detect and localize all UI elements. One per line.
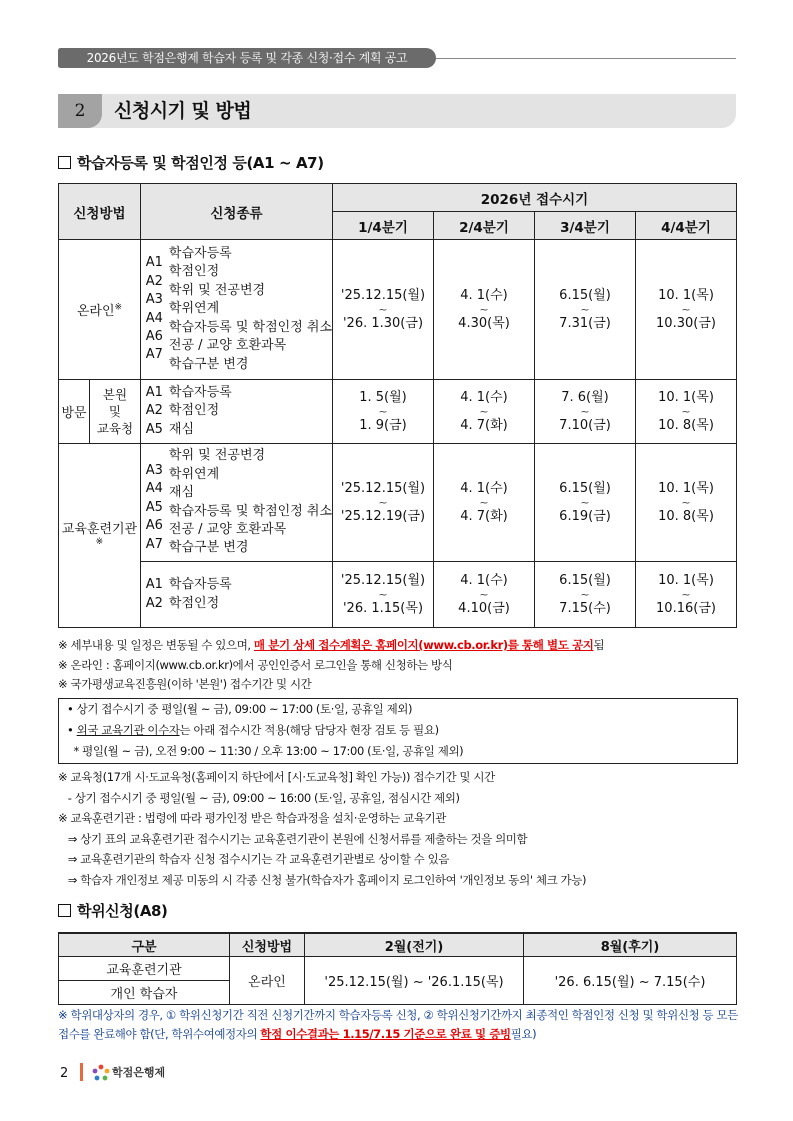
cell-edu-names-1 [165,444,333,562]
th-category: 구분 [59,933,230,957]
notes-block-2 [58,767,586,890]
th-q2: 2/4분기 [434,212,535,240]
cell-date [333,444,434,562]
checkbox-square-icon [58,156,71,169]
date-start: 7. 6(월) [561,389,609,405]
th-aug: 8월(후기) [524,933,737,957]
tilde: ~ [479,495,489,509]
th-period: 2026년 접수시기 [333,184,737,212]
tilde: ~ [681,495,691,509]
online-codes: A1 A2 A3 A4 A6 A7 [145,255,163,363]
th-method: 신청방법 [59,184,141,240]
tilde: ~ [378,302,388,316]
tilde: ~ [479,404,489,418]
date-end: 4. 7(화) [460,417,508,433]
cell-date [333,380,434,444]
cell-date [434,240,535,380]
hours-line-2-text: 는 아래 접수시간 적용(해당 담당자 현장 검토 등 필요) [179,723,439,737]
date-start: '25.12.15(월) [340,287,426,303]
visit-sublabel: 본원 및 교육청 [96,387,134,436]
degree-footnote-highlight: 학점 이수결과는 1.15/7.15 기준으로 완료 및 증빙 [260,1027,511,1041]
date-start: 1. 5(월) [359,389,407,405]
registration-schedule-table [58,183,737,628]
edu-codes-2: A1 A2 [145,577,163,611]
note-arrow-3: ⇒ 학습자 개인정보 제공 미동의 시 각종 신청 불가(학습자가 홈페이지 로그인하여 '개인정보 동의' 체크 가능) [58,872,587,887]
note-arrow-2: ⇒ 교육훈련기관의 학습자 신청 접수시기는 각 교육훈련기관별로 상이할 수 있음 [58,852,449,866]
logo-text: 학점은행제 [112,1066,166,1079]
hours-line-3: * 평일(월 ~ 금), 오전 9:00 ~ 11:30 / 오후 13:00 ~ 17:00 (토·일, 공휴일 제외) [67,744,464,758]
th-q4: 4/4분기 [636,212,737,240]
date-end: 1. 9(금) [359,417,407,433]
date-end: 10. 8(목) [658,417,714,433]
tilde: ~ [681,404,691,418]
credit-bank-logo-icon [92,1064,110,1082]
header-banner: 2026년도 학점은행제 학습자 등록 및 각종 신청·접수 계획 공고 [58,48,436,68]
date-end: 10. 8(목) [658,508,714,524]
note-2: ※ 온라인 : 홈페이지(www.cb.or.kr)에서 공인인증서 로그인을 통해 신청하는 방식 [58,657,453,672]
date-end: 4. 7(화) [460,508,508,524]
date-end: '25.12.19(금) [340,508,426,524]
tilde: ~ [580,587,590,601]
subheading-registration-text: 학습자등록 및 학점인정 등(A1 ~ A7) [77,154,324,172]
date-start: 10. 1(목) [658,572,714,588]
visit-names: 학습자등록 학점인정 재심 [168,384,232,437]
footnote-mark: ※ [95,536,104,547]
edu-names-1: 학위 및 전공변경 학위연계 재심 학습자등록 및 학점인정 취소 전공 / 교양 호환과목 학습구분 변경 [168,448,332,556]
date-start: '25.12.15(월) [340,480,426,496]
cell-date [636,444,737,562]
tilde: ~ [580,495,590,509]
cell-date [535,380,636,444]
date-start: 4. 1(수) [460,287,508,303]
date-start: '25.12.15(월) [340,572,426,588]
date-end: 10.16(금) [656,600,716,616]
visit-codes: A1 A2 A5 [145,384,163,437]
section-number: 2 [58,94,102,128]
hours-box [58,698,738,764]
date-start: 4. 1(수) [460,480,508,496]
cell-date [636,380,737,444]
cell-date [636,562,737,628]
cell-feb: '25.12.15(월) ~ '26.1.15(목) [305,957,524,1005]
row-edu [59,957,737,981]
cell-visit-sublabel [90,380,141,444]
footnote-mark: ※ [114,302,123,313]
cell-edu-codes-2 [140,562,165,628]
checkbox-square-icon [58,904,71,917]
header-rule [436,58,736,59]
cell-date [434,444,535,562]
cell-visit-codes [140,380,165,444]
date-end: 10.30(금) [656,315,716,331]
cell-date [333,562,434,628]
note-edu-office: ※ 교육청(17개 시·도교육청(홈페이지 하단에서 [시·도교육청] 확인 가능)) 접수기간 및 시간 [58,770,495,784]
th-method: 신청방법 [230,933,305,957]
cell-edu-label [59,444,141,628]
row-edu-2 [59,562,737,628]
date-start: 6.15(월) [559,480,611,496]
date-end: 6.19(금) [559,508,611,524]
note-arrow-1: ⇒ 상기 표의 교육훈련기관 접수시기는 교육훈련기관이 본원에 신청서류를 제출하는 것을 의미함 [58,831,528,846]
date-end: 4.10(금) [458,600,510,616]
tilde: ~ [479,587,489,601]
note-1-suffix: 됨 [593,638,605,652]
hours-line-2 [59,720,737,741]
foreign-underline: 외국 교육기관 이수자 [76,723,180,737]
th-feb: 2월(전기) [305,933,524,957]
cell-method: 온라인 [230,957,305,1005]
date-end: 4.30(목) [458,315,510,331]
cell-category-edu: 교육훈련기관 [59,957,230,981]
date-start: 10. 1(목) [658,389,714,405]
page-number: 2 [60,1066,69,1081]
date-end: 7.31(금) [559,315,611,331]
row-online [59,240,737,380]
th-q3: 3/4분기 [535,212,636,240]
tilde: ~ [681,587,691,601]
section-heading [58,94,736,128]
date-start: 4. 1(수) [460,389,508,405]
note-1-highlight: 매 분기 상세 접수계획은 홈페이지(www.cb.or.kr)를 통해 별도 공지 [253,638,594,652]
tilde: ~ [681,302,691,316]
cell-date [434,562,535,628]
cell-online-label [59,240,141,380]
subheading-registration [58,152,324,173]
cell-date [535,240,636,380]
tilde: ~ [378,404,388,418]
section-title: 신청시기 및 방법 [114,100,252,122]
date-start: 10. 1(목) [658,480,714,496]
date-start: 4. 1(수) [460,572,508,588]
cell-edu-codes-1 [140,444,165,562]
cell-category-individual: 개인 학습자 [59,981,230,1005]
note-1 [58,636,604,656]
tilde: ~ [479,302,489,316]
tilde: ~ [580,404,590,418]
degree-schedule-table [58,932,737,1005]
th-type: 신청종류 [140,184,332,240]
footer-bar [80,1063,83,1081]
edu-codes-1: A3 A4 A5 A6 A7 [145,463,163,552]
degree-footnote-suffix: 필요) [510,1027,537,1041]
tilde: ~ [378,587,388,601]
note-edu-institution: ※ 교육훈련기관 : 법령에 따라 평가인정 받은 학습과정을 설치·운영하는 교육기관 [58,811,446,825]
row-visit [59,380,737,444]
cell-aug: '26. 6.15(월) ~ 7.15(수) [524,957,737,1005]
tilde: ~ [378,495,388,509]
cell-visit-label: 방문 [59,380,90,444]
online-label: 온라인 [76,304,115,319]
degree-footnote [58,1006,742,1044]
note-edu-office-hours: - 상기 접수시기 중 평일(월 ~ 금), 09:00 ~ 16:00 (토·일, 공휴일, 점심시간 제외) [58,790,460,805]
cell-date [535,444,636,562]
cell-date [434,380,535,444]
date-end: '26. 1.30(금) [342,315,424,331]
hours-line-1: • 상기 접수시기 중 평일(월 ~ 금), 09:00 ~ 17:00 (토·일, 공휴일 제외) [67,702,413,716]
note-3: ※ 국가평생교육진흥원(이하 '본원') 접수기간 및 시간 [58,677,312,692]
cell-edu-names-2 [165,562,333,628]
edu-label: 교육훈련기관 [61,521,138,537]
cell-date [636,240,737,380]
subheading-degree-text: 학위신청(A8) [77,902,168,920]
row-edu-1 [59,444,737,562]
th-q1: 1/4분기 [333,212,434,240]
date-end: '26. 1.15(목) [342,600,424,616]
cell-visit-names [165,380,333,444]
cell-date [333,240,434,380]
edu-names-2: 학습자등록 학점인정 [168,577,232,611]
cell-online-codes [140,240,165,380]
bullet: • [67,723,77,737]
notes-block-1 [58,636,604,695]
date-end: 7.15(수) [559,600,611,616]
date-end: 7.10(금) [559,417,611,433]
date-start: 10. 1(목) [658,287,714,303]
online-names: 학습자등록 학점인정 학위 및 전공변경 학위연계 학습자등록 및 학점인정 취소 전공 / 교양 호환과목 학습구분 변경 [168,246,332,372]
subheading-degree [58,900,168,921]
cell-online-names [165,240,333,380]
date-start: 6.15(월) [559,287,611,303]
degree-footnote-text: ※ 학위대상자의 경우, ① 학위신청기간 직전 신청기간까지 학습자등록 신청, ② 학위신청기간까지 최종적인 학점인정 신청 및 학위신청 등 모든 접수를 완료해야 함(단, 학위수여예정자의 [58,1008,738,1041]
tilde: ~ [580,302,590,316]
cell-date [535,562,636,628]
date-start: 6.15(월) [559,572,611,588]
note-1-text: ※ 세부내용 및 일정은 변동될 수 있으며, [58,638,254,652]
